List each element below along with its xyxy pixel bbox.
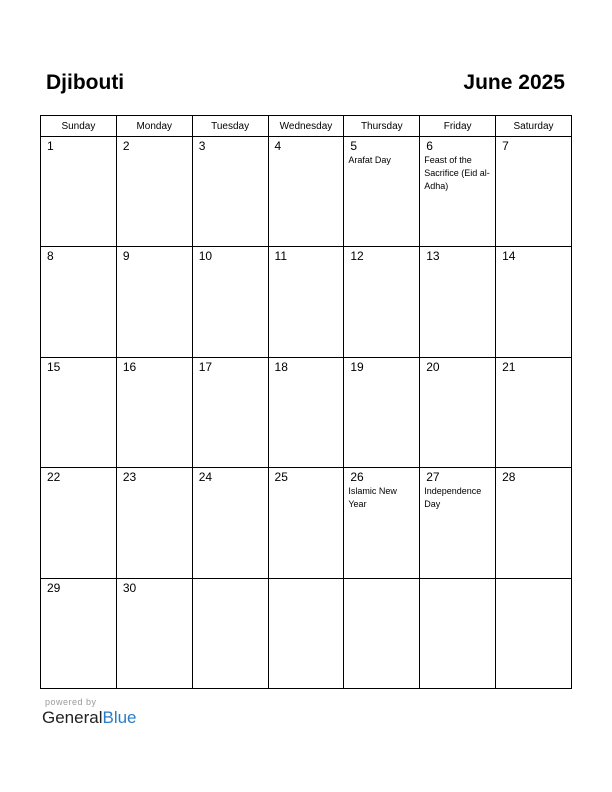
weekday-header: Monday — [116, 116, 192, 137]
day-cell — [496, 357, 572, 467]
holiday-label: Independence Day — [424, 486, 482, 510]
day-number: 2 — [122, 139, 130, 153]
day-number: 14 — [502, 249, 516, 264]
day-cell — [344, 137, 420, 247]
day-cell — [268, 578, 344, 688]
day-cell — [268, 137, 344, 247]
day-number: 18 — [274, 359, 288, 374]
day-number: 4 — [274, 139, 282, 153]
day-number: 15 — [47, 359, 61, 374]
week-row — [41, 578, 572, 688]
day-cell — [344, 468, 420, 578]
day-cell — [420, 247, 496, 357]
day-cell — [116, 578, 192, 688]
generalblue-logo — [42, 708, 137, 728]
day-cell — [268, 357, 344, 467]
brand-blue-text: Blue — [102, 708, 137, 727]
holiday-label: Feast of the Sacrifice (Eid al-Adha) — [424, 155, 490, 191]
day-cell — [420, 357, 496, 467]
day-cell — [420, 578, 496, 688]
day-cell — [41, 468, 117, 578]
day-cell — [496, 578, 572, 688]
day-number: 17 — [198, 359, 213, 374]
day-number: 24 — [198, 470, 213, 485]
day-number: 16 — [122, 359, 137, 374]
day-number: 9 — [122, 249, 130, 264]
calendar-grid — [40, 115, 572, 689]
day-cell — [268, 468, 344, 578]
day-number: 12 — [350, 249, 364, 264]
weekday-header: Thursday — [344, 116, 420, 137]
day-cell — [344, 357, 420, 467]
day-number: 7 — [502, 139, 509, 153]
day-number: 10 — [198, 249, 213, 264]
day-cell — [496, 468, 572, 578]
calendar-month-title: June 2025 — [463, 71, 565, 94]
day-cell — [41, 578, 117, 688]
weekday-header: Sunday — [41, 116, 117, 137]
day-number: 25 — [274, 470, 288, 485]
day-number: 8 — [47, 249, 54, 264]
week-row — [41, 357, 572, 467]
day-cell — [192, 468, 268, 578]
day-cell — [420, 468, 496, 578]
day-number: 3 — [198, 139, 206, 153]
day-cell — [116, 357, 192, 467]
day-cell — [420, 137, 496, 247]
day-cell — [116, 247, 192, 357]
day-cell — [192, 578, 268, 688]
weekday-header: Saturday — [496, 116, 572, 137]
day-cell — [41, 137, 117, 247]
day-number: 21 — [502, 359, 516, 374]
day-number: 28 — [502, 470, 516, 485]
day-cell — [344, 247, 420, 357]
day-cell — [116, 468, 192, 578]
holiday-label: Arafat Day — [348, 155, 391, 165]
day-number: 1 — [47, 139, 54, 153]
day-cell — [41, 247, 117, 357]
weekday-header: Wednesday — [268, 116, 344, 137]
week-row — [41, 137, 572, 247]
day-number: 11 — [274, 249, 287, 264]
week-row — [41, 247, 572, 357]
day-cell — [496, 137, 572, 247]
day-number: 27 — [426, 470, 440, 485]
day-cell — [192, 247, 268, 357]
weekday-header: Friday — [420, 116, 496, 137]
day-cell — [496, 247, 572, 357]
day-number: 6 — [426, 139, 433, 153]
day-cell — [344, 578, 420, 688]
brand-general-text: General — [42, 708, 103, 727]
day-number: 5 — [350, 139, 358, 153]
day-number: 29 — [47, 580, 61, 595]
calendar-country-title: Djibouti — [46, 71, 125, 94]
day-cell — [192, 357, 268, 467]
day-number: 26 — [350, 470, 364, 485]
day-number: 22 — [47, 470, 61, 485]
week-row — [41, 468, 572, 578]
day-cell — [192, 137, 268, 247]
day-cell — [116, 137, 192, 247]
weekday-header-row — [41, 116, 572, 137]
day-cell — [41, 357, 117, 467]
day-number: 23 — [122, 470, 137, 485]
day-number: 20 — [426, 359, 440, 374]
powered-by-label: powered by — [45, 697, 97, 707]
day-cell — [268, 247, 344, 357]
holiday-label: Islamic New Year — [348, 486, 397, 510]
weekday-header: Tuesday — [192, 116, 268, 137]
day-number: 30 — [122, 580, 137, 595]
day-number: 19 — [350, 359, 364, 374]
day-number: 13 — [426, 249, 440, 264]
